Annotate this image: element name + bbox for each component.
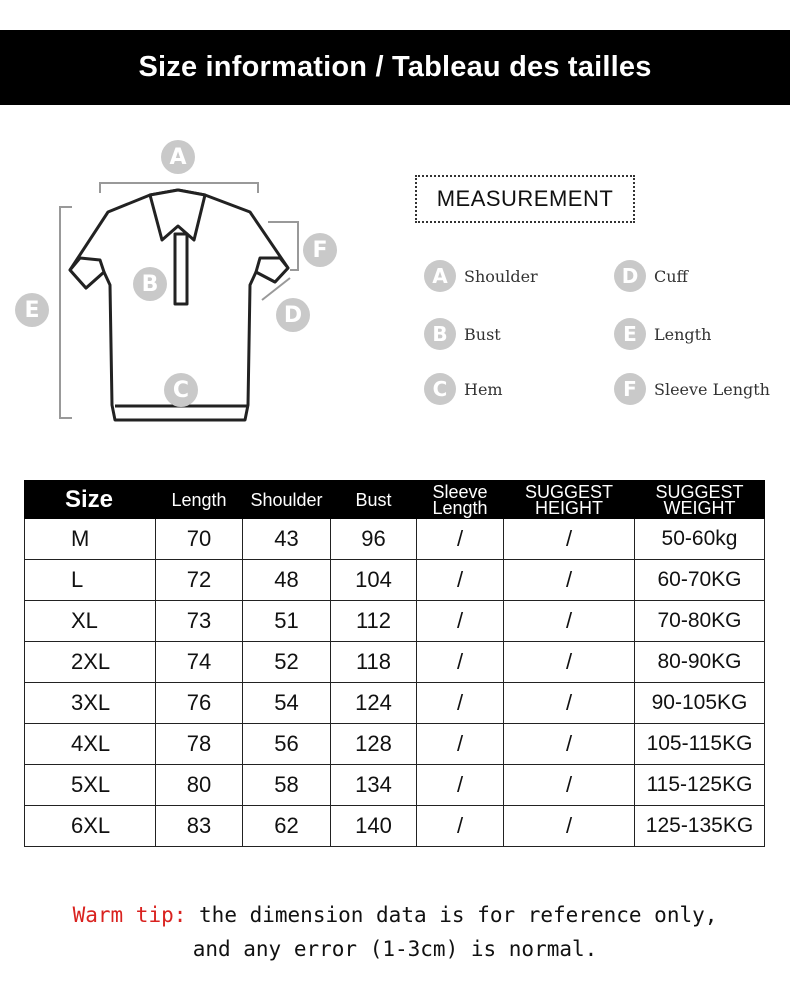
header-height-line2: HEIGHT xyxy=(534,497,603,518)
cell-weight: 105-115KG xyxy=(635,724,765,765)
cell-height: / xyxy=(504,601,635,642)
table-row xyxy=(25,683,765,724)
header-weight-line2: WEIGHT xyxy=(663,497,736,518)
header-height-line1: SUGGEST xyxy=(524,481,613,502)
label-d: D xyxy=(276,298,310,332)
label-b: B xyxy=(133,267,167,301)
header-sleeve-line2: Length xyxy=(432,497,488,518)
cell-sleeve: / xyxy=(417,601,504,642)
table-row xyxy=(25,724,765,765)
legend-bust xyxy=(424,318,501,350)
cell-size: 5XL xyxy=(25,765,156,806)
cell-sleeve: / xyxy=(417,519,504,560)
cell-length: 70 xyxy=(156,519,243,560)
legend-letter: F xyxy=(614,373,646,405)
cell-bust: 124 xyxy=(331,683,417,724)
cell-weight: 80-90KG xyxy=(635,642,765,683)
cell-sleeve: / xyxy=(417,806,504,847)
cell-height: / xyxy=(504,724,635,765)
cell-size: 6XL xyxy=(25,806,156,847)
cell-length: 76 xyxy=(156,683,243,724)
cell-shoulder: 62 xyxy=(243,806,331,847)
legend-label: Length xyxy=(654,324,712,344)
cell-length: 72 xyxy=(156,560,243,601)
legend-label: Shoulder xyxy=(464,266,538,286)
cell-weight: 90-105KG xyxy=(635,683,765,724)
header-bust: Bust xyxy=(331,481,417,519)
title-banner xyxy=(0,30,790,105)
legend-label: Hem xyxy=(464,379,503,399)
cell-shoulder: 43 xyxy=(243,519,331,560)
legend-sleeve-length xyxy=(614,373,770,405)
table-row xyxy=(25,560,765,601)
measurement-title-box xyxy=(415,175,635,223)
cell-size: 4XL xyxy=(25,724,156,765)
legend-letter: D xyxy=(614,260,646,292)
cell-shoulder: 54 xyxy=(243,683,331,724)
tip-text-1: the dimension data is for reference only, xyxy=(186,903,718,927)
cell-weight: 70-80KG xyxy=(635,601,765,642)
warm-tip-label: Warm tip: xyxy=(72,903,187,927)
cell-length: 80 xyxy=(156,765,243,806)
cell-height: / xyxy=(504,642,635,683)
header-suggest-height xyxy=(504,481,635,519)
cell-sleeve: / xyxy=(417,560,504,601)
legend-letter: B xyxy=(424,318,456,350)
measurement-title: MEASUREMENT xyxy=(436,186,614,211)
cell-sleeve: / xyxy=(417,724,504,765)
table-row xyxy=(25,806,765,847)
cell-bust: 140 xyxy=(331,806,417,847)
cell-length: 74 xyxy=(156,642,243,683)
table-header-row xyxy=(25,481,765,519)
header-shoulder: Shoulder xyxy=(243,481,331,519)
header-sleeve-line1: Sleeve xyxy=(432,481,488,502)
tip-line-2: and any error (1-3cm) is normal. xyxy=(192,937,598,961)
cell-weight: 125-135KG xyxy=(635,806,765,847)
label-e: E xyxy=(15,293,49,327)
cell-size: XL xyxy=(25,601,156,642)
tip-line-1 xyxy=(0,898,790,932)
cell-weight: 50-60kg xyxy=(635,519,765,560)
label-a: A xyxy=(161,140,195,174)
cell-bust: 112 xyxy=(331,601,417,642)
legend-letter: C xyxy=(424,373,456,405)
legend-letter: A xyxy=(424,260,456,292)
size-table xyxy=(24,480,765,847)
cell-shoulder: 52 xyxy=(243,642,331,683)
header-size: Size xyxy=(25,481,156,519)
cell-length: 83 xyxy=(156,806,243,847)
cell-weight: 60-70KG xyxy=(635,560,765,601)
cell-shoulder: 51 xyxy=(243,601,331,642)
header-sleeve-length xyxy=(417,481,504,519)
legend-length xyxy=(614,318,711,350)
cell-sleeve: / xyxy=(417,642,504,683)
page-title: Size information / Tableau des tailles xyxy=(138,51,652,83)
legend-letter: E xyxy=(614,318,646,350)
cell-height: / xyxy=(504,765,635,806)
table-row xyxy=(25,601,765,642)
cell-bust: 134 xyxy=(331,765,417,806)
legend-label: Bust xyxy=(464,324,501,344)
header-length: Length xyxy=(156,481,243,519)
cell-height: / xyxy=(504,519,635,560)
cell-sleeve: / xyxy=(417,683,504,724)
cell-height: / xyxy=(504,806,635,847)
cell-length: 73 xyxy=(156,601,243,642)
cell-size: M xyxy=(25,519,156,560)
shirt-diagram xyxy=(0,130,380,440)
cell-bust: 96 xyxy=(331,519,417,560)
header-weight-line1: SUGGEST xyxy=(655,481,744,502)
cell-bust: 128 xyxy=(331,724,417,765)
legend-cuff xyxy=(614,260,688,292)
cell-length: 78 xyxy=(156,724,243,765)
table-row xyxy=(25,765,765,806)
cell-shoulder: 56 xyxy=(243,724,331,765)
cell-size: 2XL xyxy=(25,642,156,683)
cell-weight: 115-125KG xyxy=(635,765,765,806)
legend-shoulder xyxy=(424,260,538,292)
cell-bust: 118 xyxy=(331,642,417,683)
cell-sleeve: / xyxy=(417,765,504,806)
cell-height: / xyxy=(504,683,635,724)
header-suggest-weight xyxy=(635,481,765,519)
table-row xyxy=(25,519,765,560)
cell-size: L xyxy=(25,560,156,601)
cell-shoulder: 48 xyxy=(243,560,331,601)
cell-size: 3XL xyxy=(25,683,156,724)
cell-shoulder: 58 xyxy=(243,765,331,806)
table-row xyxy=(25,642,765,683)
label-f: F xyxy=(303,233,337,267)
legend-label: Sleeve Length xyxy=(654,379,770,399)
legend-hem xyxy=(424,373,503,405)
label-c: C xyxy=(164,373,198,407)
warm-tip xyxy=(0,898,790,966)
legend-label: Cuff xyxy=(654,266,688,286)
cell-bust: 104 xyxy=(331,560,417,601)
cell-height: / xyxy=(504,560,635,601)
